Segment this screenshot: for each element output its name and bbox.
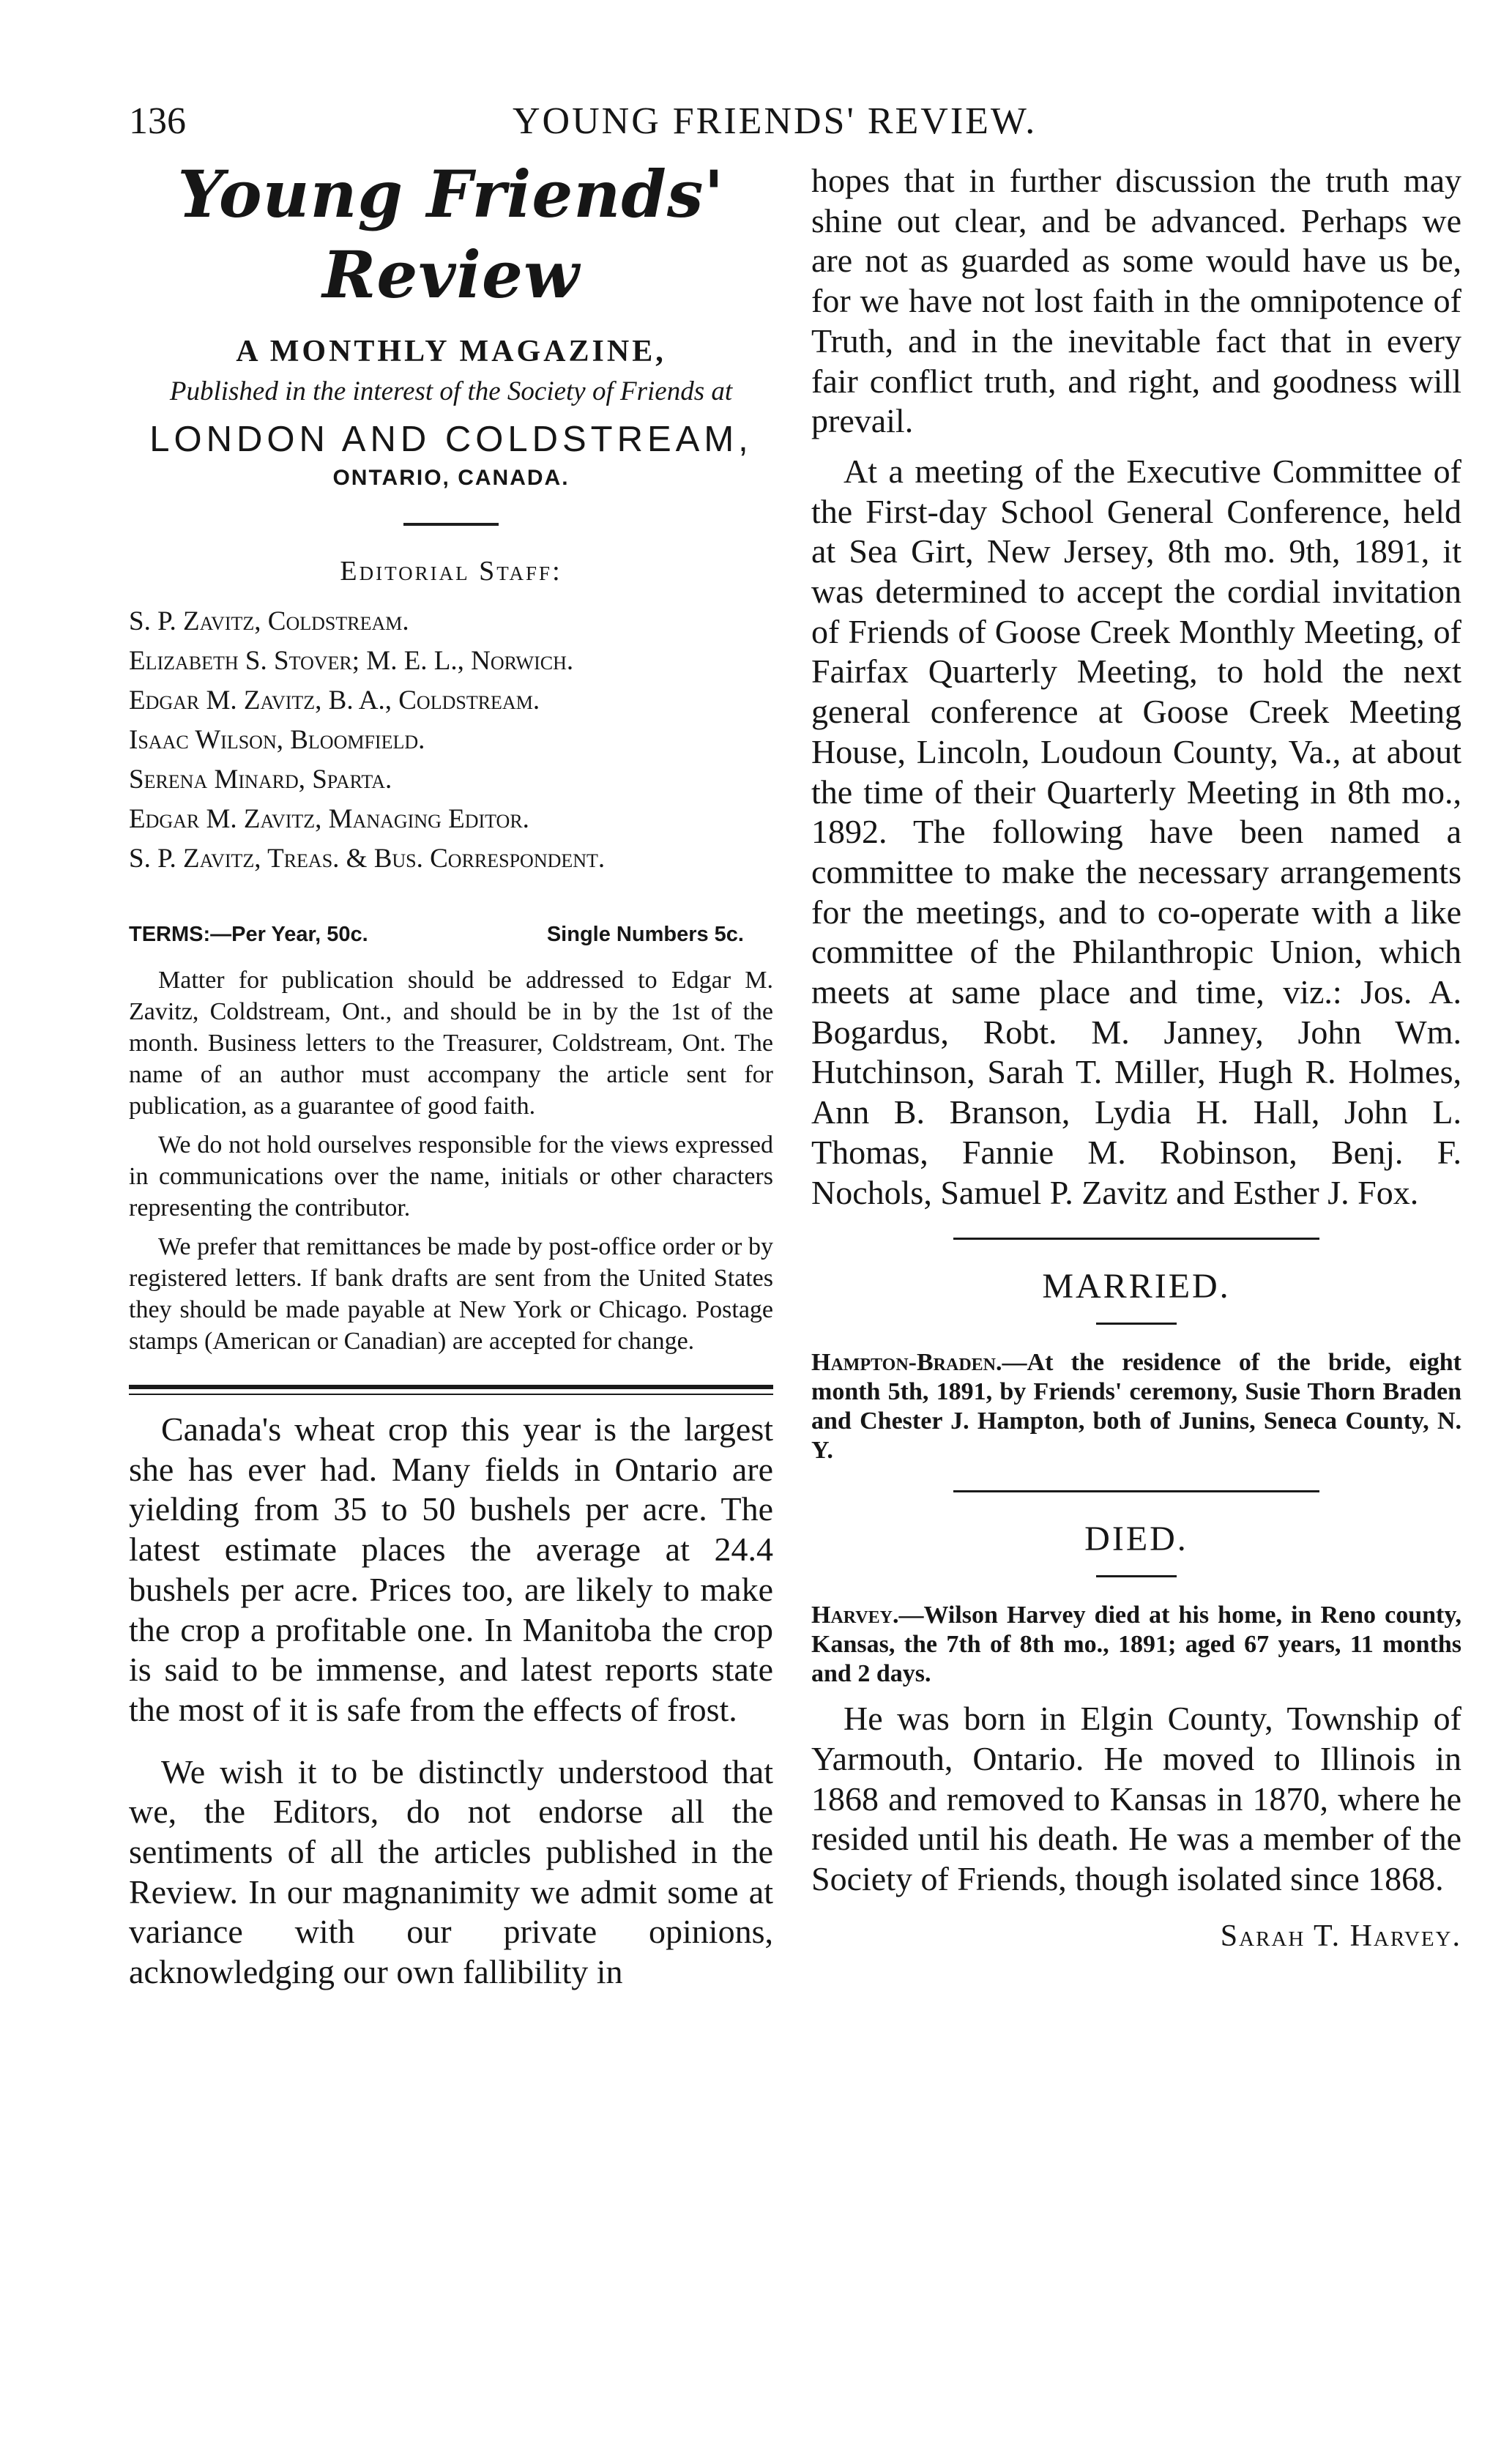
masthead-city: LONDON AND COLDSTREAM, — [149, 420, 753, 459]
staff-member: Edgar M. Zavitz, Managing Editor. — [129, 804, 529, 834]
divider — [953, 1238, 1319, 1240]
terms-per-year: TERMS:—Per Year, 50c. — [129, 923, 368, 946]
died-biography-block — [811, 1699, 1461, 1900]
editorial-staff-list — [129, 602, 773, 879]
married-text: —At the residence of the bride, eight month 5th, 1891, by Friends' ceremony, Susie Thorn Braden and Chester J. Hampton, both of Junins, Seneca County, N. Y. — [811, 1349, 1461, 1465]
staff-member: S. P. Zavitz, Treas. & Bus. Correspondent. — [129, 844, 606, 874]
terms-single: Single Numbers 5c. — [546, 923, 744, 946]
masthead-province: ONTARIO, CANADA. — [332, 466, 570, 490]
article-paragraph: hopes that in further discussion the truth may shine out clear, and be advanced. Perhaps we are not as guarded as some would have us be, for we have not lost faith in the omnipotence of Truth, and in the inevitable fact that in every fair conflict truth, and right, and goodness will prevail. — [811, 162, 1461, 440]
married-notice — [811, 1348, 1461, 1465]
double-rule — [129, 1385, 773, 1395]
right-column — [811, 161, 1461, 1954]
died-text: —Wilson Harvey died at his home, in Reno county, Kansas, the 7th of 8th mo., 1891; aged 67 years, 11 months and 2 days. — [811, 1602, 1461, 1688]
staff-member: S. P. Zavitz, Coldstream. — [129, 606, 409, 636]
published-line: Published in the interest of the Society of Friends at — [169, 376, 733, 406]
notices — [129, 964, 773, 1357]
masthead-title: Young Friends' Review — [177, 156, 725, 313]
right-articles — [811, 161, 1461, 1213]
page-number: 136 — [129, 100, 186, 142]
divider — [953, 1490, 1319, 1492]
running-title: YOUNG FRIENDS' REVIEW. — [513, 100, 1038, 142]
notice-paragraph: Matter for publication should be addressed to Edgar M. Zavitz, Coldstream, Ont., and should be in by the 1st of the month. Business letters to the Treasurer, Coldstream, Ont. The name of an author must accompany the article sent for publication, as a guarantee of good faith. — [129, 967, 773, 1120]
married-heading: MARRIED. — [1042, 1267, 1231, 1306]
divider — [1096, 1575, 1177, 1577]
masthead-subtitle: A MONTHLY MAGAZINE, — [236, 335, 666, 368]
notice-paragraph: We do not hold ourselves responsible for the views expressed in communications over the name, initials or other characters representing the contributor. — [129, 1131, 773, 1221]
divider — [1096, 1323, 1177, 1325]
died-name: Harvey. — [811, 1602, 899, 1629]
staff-member: Isaac Wilson, Bloomfield. — [129, 725, 425, 755]
article-paragraph: At a meeting of the Executive Committee of the First-day School General Conference, held at Sea Girt, New Jersey, 8th mo. 9th, 1891, it was determined to accept the cordial invitation of Friends of Goose Creek Monthly Meeting, of Fairfax Quarterly Meeting, to hold the next general conference at Goose Creek Meeting House, Lincoln, Loudoun County, Va., at about the time of their Quarterly Meeting in 8th mo., 1892. The following have been named a committee to make the necessary arrangements for the meetings, and to co-operate with a like committee of the Philanthropic Union, which meets at same place and time, viz.: Jos. A. Bogardus, Robt. M. Janney, John Wm. Hutchinson, Sarah T. Miller, Hugh R. Holmes, Ann B. Branson, Lydia H. Hall, John L. Thomas, Fannie M. Robinson, Benj. F. Nochols, Samuel P. Zavitz and Esther J. Fox. — [811, 452, 1461, 1211]
editorial-staff-heading: Editorial Staff: — [340, 556, 562, 587]
left-articles — [129, 1410, 773, 1993]
notice-paragraph: We prefer that remittances be made by post-office order or by registered letters. If bank drafts are sent from the United States they should be made payable at New York or Chicago. Postage stamps (American or Canadian) are accepted for change. — [129, 1233, 773, 1355]
left-column — [129, 154, 773, 1993]
staff-member: Serena Minard, Sparta. — [129, 765, 392, 795]
died-biography: He was born in Elgin County, Township of Yarmouth, Ontario. He moved to Illinois in 1868 and removed to Kansas in 1870, where he resided until his death. He was a member of the Society of Friends, though isolated since 1868. — [811, 1700, 1461, 1898]
article-paragraph: Canada's wheat crop this year is the largest she has ever had. Many fields in Ontario are yielding from 35 to 50 bushels per acre. The latest estimate places the average at 24.4 bushels per acre. Prices too, are likely to make the crop a profitable one. In Manitoba the crop is said to be immense, and latest reports state the most of it is safe from the effects of frost. — [129, 1410, 773, 1728]
married-name: Hampton-Braden. — [811, 1349, 1002, 1377]
terms-line — [129, 923, 744, 947]
signature: Sarah T. Harvey. — [1220, 1919, 1461, 1953]
died-heading: DIED. — [1084, 1520, 1188, 1559]
died-notice — [811, 1601, 1461, 1689]
article-paragraph: We wish it to be distinctly understood that we, the Editors, do not endorse all the sentiments of all the articles published in the Review. In our magnanimity we admit some at variance with our private opinions, acknowledging our own fallibility in — [129, 1752, 773, 1991]
divider — [403, 523, 499, 526]
staff-member: Edgar M. Zavitz, B. A., Coldstream. — [129, 685, 540, 715]
staff-member: Elizabeth S. Stover; M. E. L., Norwich. — [129, 646, 574, 676]
